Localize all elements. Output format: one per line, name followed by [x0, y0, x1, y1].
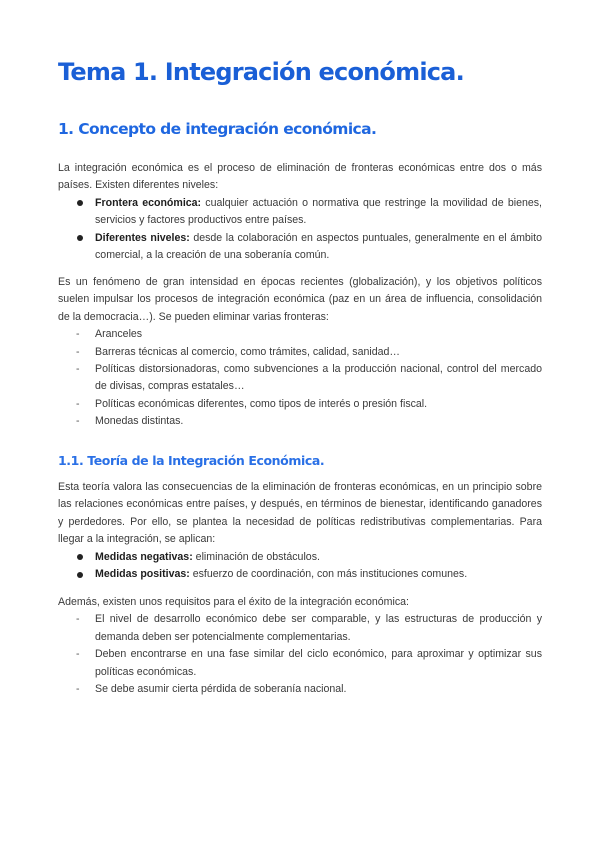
page-title: Tema 1. Integración económica.: [58, 58, 464, 86]
list-item: - Políticas distorsionadoras, como subvenciones a la producción nacional, control del mercado de divisas, compras estatales…: [58, 361, 542, 396]
section-1-1-para-2: Además, existen unos requisitos para el éxito de la integración económica:: [58, 596, 409, 608]
list-item: - Aranceles: [58, 326, 542, 343]
section-1-1-heading: 1.1. Teoría de la Integración Económica.: [58, 453, 325, 468]
section-1-1-body-2: [58, 594, 542, 698]
requirements-list: [58, 611, 542, 698]
bullet-term: Diferentes niveles:: [95, 231, 190, 244]
list-item: - Barreras técnicas al comercio, como trámites, calidad, sanidad…: [58, 344, 542, 361]
bullet-text: desde la colaboración en aspectos puntuales, generalmente en el ámbito comercial, a la creación de una soberanía común.: [95, 231, 542, 262]
list-item: - Políticas económicas diferentes, como tipos de interés o presión fiscal.: [58, 396, 542, 413]
list-item: [58, 230, 542, 265]
section-1-para-2: Es un fenómeno de gran intensidad en épocas recientes (globalización), y los objetivos políticos suelen impulsar los procesos de integración económica (paz en un área de influencia, consolidación de la democracia…). Se pueden eliminar varias fronteras:: [58, 276, 542, 323]
bullet-text: esfuerzo de coordinación, con más instituciones comunes.: [189, 568, 468, 581]
section-1-1-intro: Esta teoría valora las consecuencias de la eliminación de fronteras económicas, en un principio sobre las relaciones económicas entre países, y después, en términos de bienestar, identificando ganadores y perdedores. Por ello, se plantea la necesidad de políticas redistributivas complementarias. Para llegar a la integración, se aplican:: [58, 481, 542, 546]
list-item: - Se debe asumir cierta pérdida de soberanía nacional.: [58, 681, 542, 698]
list-item: - Monedas distintas.: [58, 413, 542, 430]
measures-list: [58, 549, 542, 584]
section-1-intro: La integración económica es el proceso de eliminación de fronteras económicas entre dos o más países. Existen diferentes niveles:: [58, 162, 542, 192]
section-1-body-2: [58, 274, 542, 431]
bullet-term: Frontera económica:: [95, 196, 202, 209]
section-1-1-body: [58, 479, 542, 583]
list-item: - El nivel de desarrollo económico debe ser comparable, y las estructuras de producción y demanda deben ser potencialmente complementarias.: [58, 611, 542, 646]
bullet-term: Medidas positivas:: [95, 568, 190, 581]
list-item: [58, 549, 542, 566]
bullet-text: cualquier actuación o normativa que restringe la movilidad de bienes, servicios y factores productivos entre países.: [95, 196, 542, 227]
levels-list: [58, 195, 542, 265]
list-item: [58, 566, 542, 583]
bullet-text: eliminación de obstáculos.: [192, 550, 320, 563]
list-item: - Deben encontrarse en una fase similar del ciclo económico, para aproximar y optimizar sus políticas económicas.: [58, 646, 542, 681]
section-1-body: [58, 160, 542, 264]
bullet-term: Medidas negativas:: [95, 550, 193, 563]
list-item: [58, 195, 542, 230]
section-1-heading: 1. Concepto de integración económica.: [58, 120, 377, 138]
barriers-list: [58, 326, 542, 430]
